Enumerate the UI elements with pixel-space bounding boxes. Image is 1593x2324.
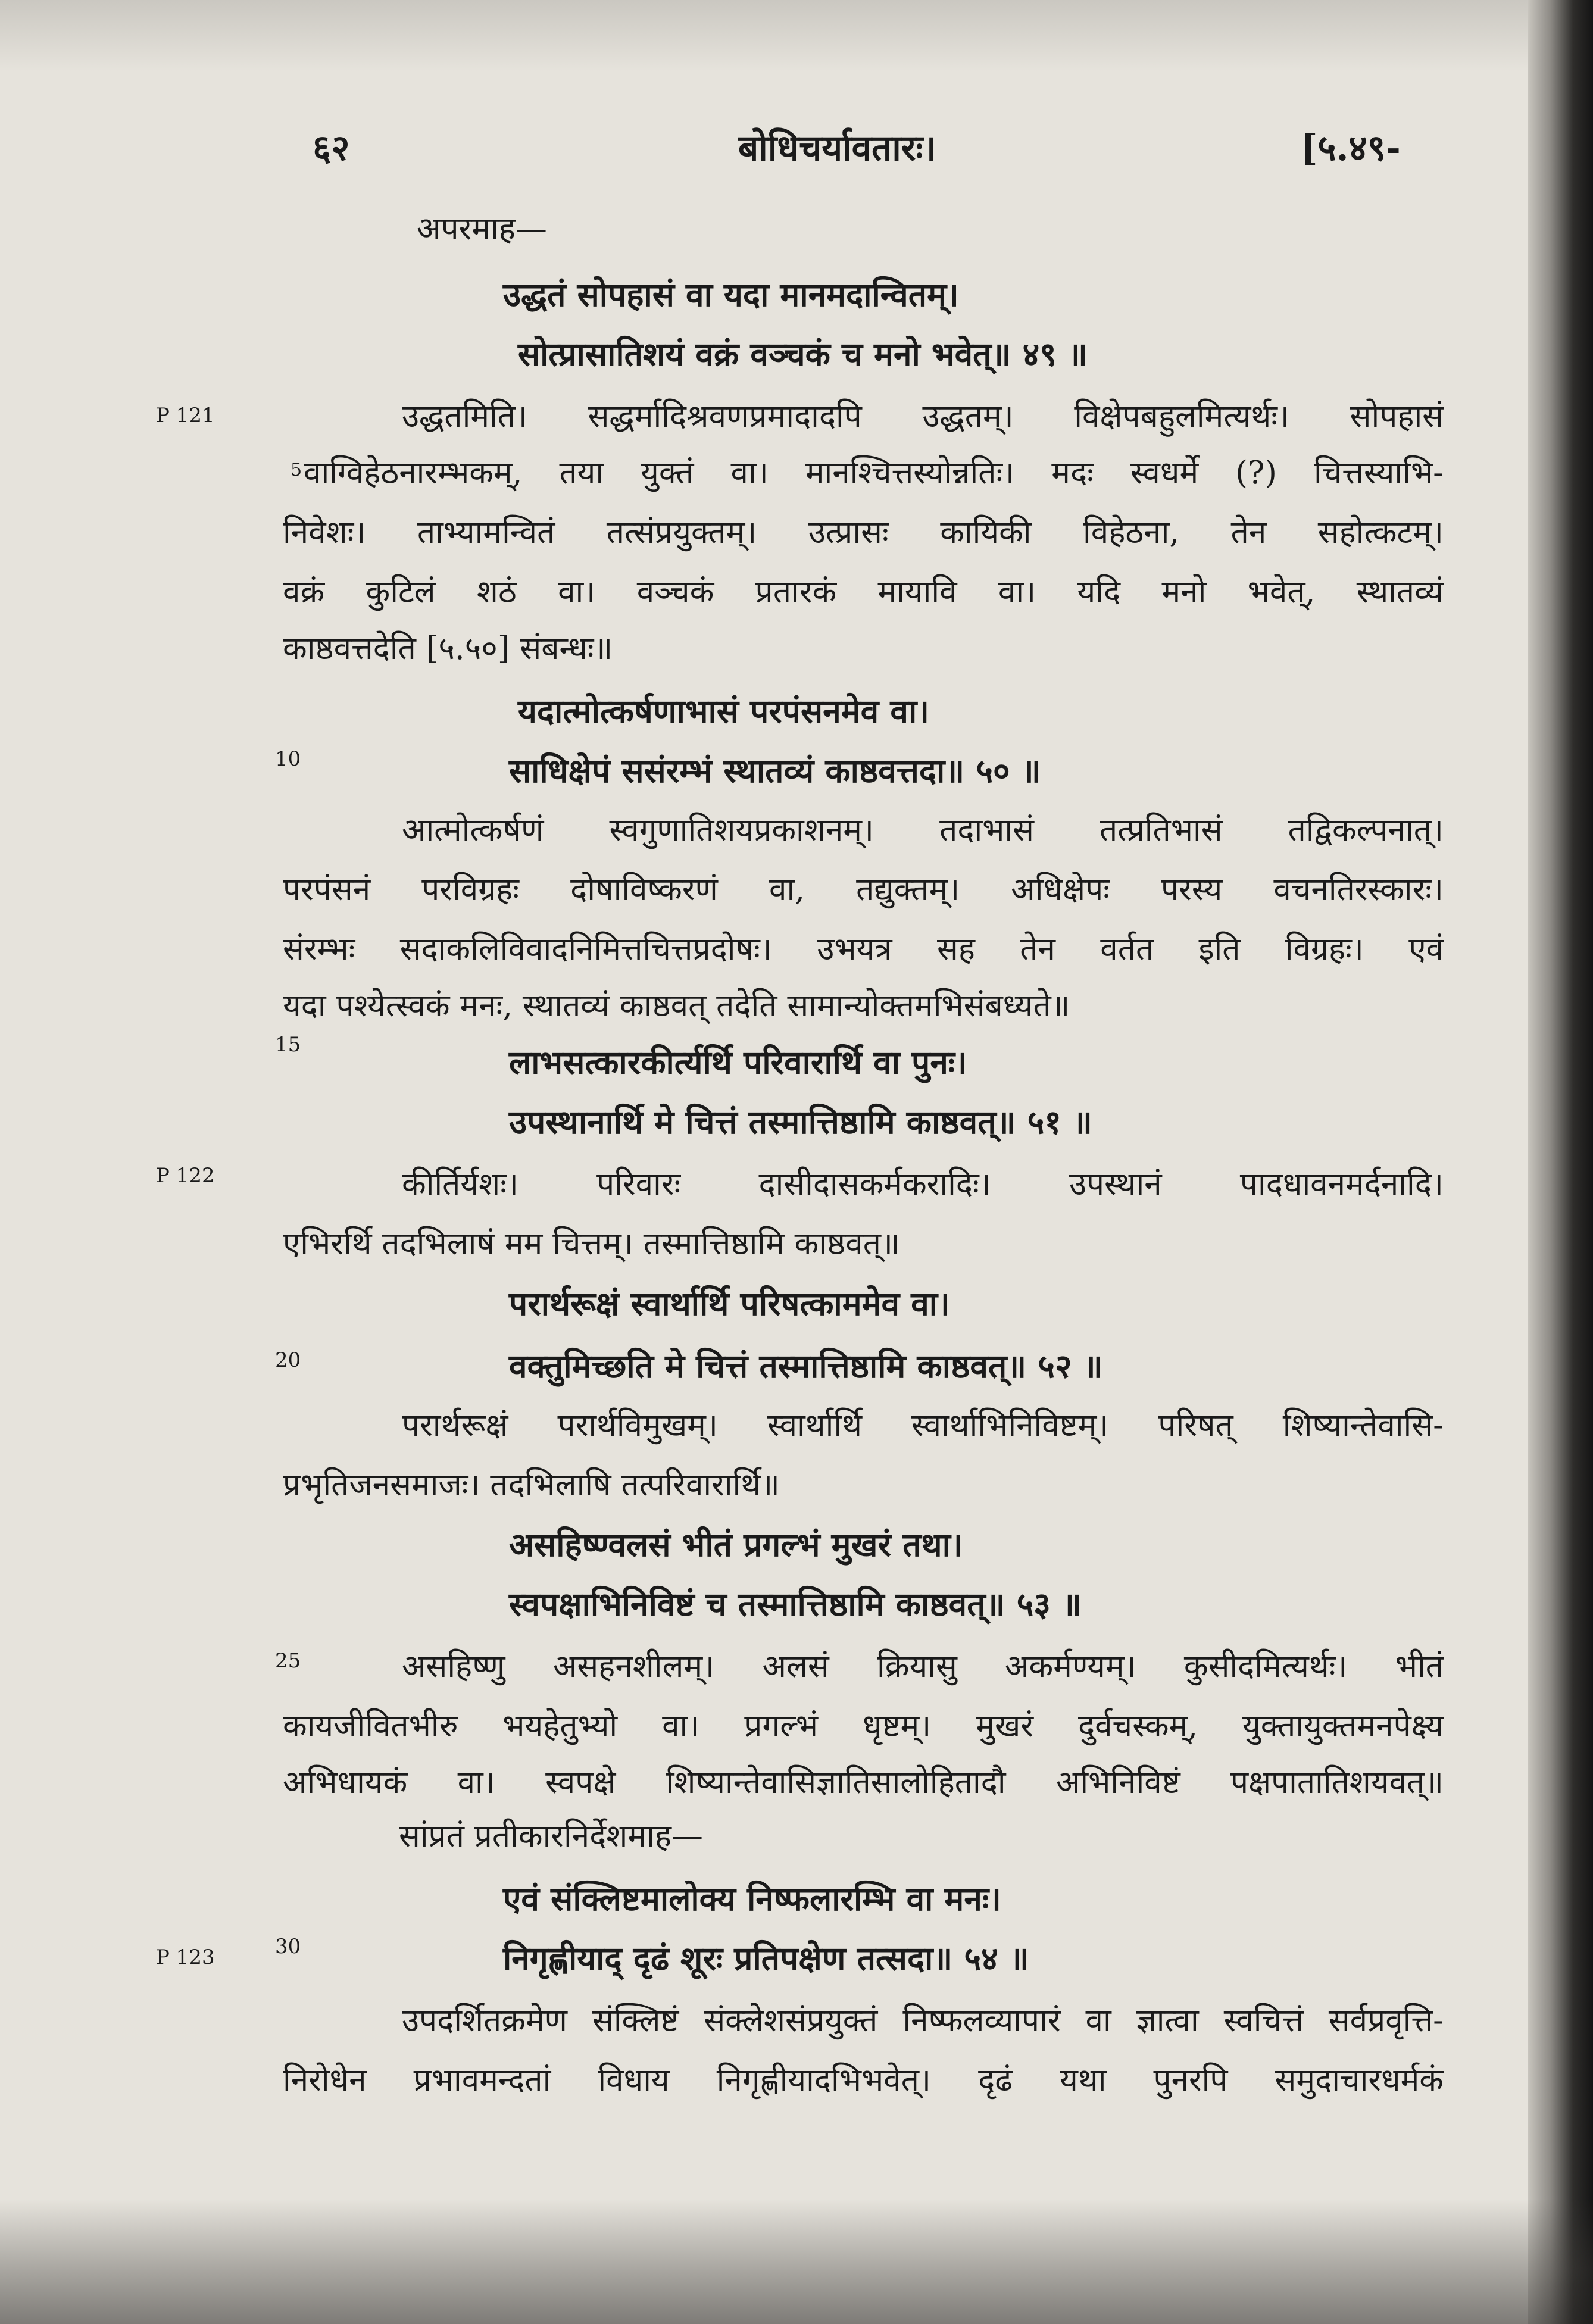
commentary-line: परार्थरूक्षं परार्थविमुखम्। स्वार्थार्थि स्वार्थाभिनिविष्टम्। परिषत् शिष्यान्तेवासि- <box>402 1407 1444 1444</box>
commentary-line: अभिधायकं वा। स्वपक्षे शिष्यान्तेवासिज्ञातिसालोहितादौ अभिनिविष्टं पक्षपातातिशयवत्॥ <box>283 1764 1444 1801</box>
commentary-line: संरम्भः सदाकलिविवादनिमित्तचित्तप्रदोषः। उभयत्र सह तेन वर्तत इति विग्रहः। एवं <box>283 931 1444 967</box>
verse-line: उद्धतं सोपहासं वा यदा मानमदान्वितम्। <box>503 275 959 314</box>
commentary-line: वक्रं कुटिलं शठं वा। वञ्चकं प्रतारकं मायावि वा। यदि मनो भवेत्, स्थातव्यं <box>283 574 1444 610</box>
running-title: बोधिचर्यावतारः। <box>738 127 937 169</box>
verse-line: स्वपक्षाभिनिविष्टं च तस्मात्तिष्ठामि काष्ठवत्॥ ५३ ॥ <box>509 1585 1082 1623</box>
commentary-line: वाग्विहेठनारम्भकम्, तया युक्तं वा। मानश्चित्तस्योन्नतिः। मदः स्वधर्मे (?) चित्तस्याभि- <box>304 455 1444 491</box>
commentary-line: कीर्तिर्यशः। परिवारः दासीदासकर्मकरादिः। उपस्थानं पादधावनमर्दनादि। <box>402 1166 1444 1202</box>
commentary-line: कायजीवितभीरु भयहेतुभ्यो वा। प्रगल्भं धृष्टम्। मुखरं दुर्वचस्कम्, युक्तायुक्तमनपेक्ष्य <box>283 1708 1444 1744</box>
commentary-line: एभिरर्थि तदभिलाषं मम चित्तम्। तस्मात्तिष्ठामि काष्ठवत्॥ <box>283 1226 900 1262</box>
running-header <box>0 122 1593 170</box>
verse-line: यदात्मोत्कर्षणाभासं परपंसनमेव वा। <box>518 692 930 730</box>
verse-line: एवं संक्लिष्टमालोक्य निष्फलारम्भि वा मनः। <box>503 1879 1001 1918</box>
intro-line: अपरमाह— <box>417 211 547 247</box>
line-number: 10 <box>275 747 301 771</box>
line-number: 5 <box>291 460 302 480</box>
verse-line: लाभसत्कारकीर्त्यर्थि परिवारार्थि वा पुनः। <box>509 1043 967 1082</box>
commentary-line: उपदर्शितक्रमेण संक्लिष्टं संक्लेशसंप्रयुक्तं निष्फलव्यापारं वा ज्ञात्वा स्वचित्तं सर्वप्रवृत्ति- <box>402 2003 1444 2039</box>
verse-line: निगृह्णीयाद् दृढं शूरः प्रतिपक्षेण तत्सदा॥ ५४ ॥ <box>503 1939 1029 1978</box>
margin-ref: P 123 <box>156 1945 215 1969</box>
commentary-line: आत्मोत्कर्षणं स्वगुणातिशयप्रकाशनम्। तदाभासं तत्प्रतिभासं तद्विकल्पनात्। <box>402 812 1444 848</box>
verse-reference: [५.४९- <box>1301 127 1401 169</box>
line-number: 15 <box>275 1033 301 1057</box>
line-number: 30 <box>275 1935 301 1958</box>
commentary-line: यदा पश्येत्स्वकं मनः, स्थातव्यं काष्ठवत् तदेति सामान्योक्तमभिसंबध्यते॥ <box>283 988 1070 1024</box>
verse-line: साधिक्षेपं ससंरम्भं स्थातव्यं काष्ठवत्तदा॥ ५० ॥ <box>509 751 1041 790</box>
line-number: 20 <box>275 1348 301 1372</box>
commentary-line: काष्ठवत्तदेति [५.५०] संबन्धः॥ <box>283 630 613 667</box>
commentary-line: निरोधेन प्रभावमन्दतां विधाय निगृह्णीयादभिभवेत्। दृढं यथा पुनरपि समुदाचारधर्मकं <box>283 2062 1444 2098</box>
commentary-line: निवेशः। ताभ्यामन्वितं तत्संप्रयुक्तम्। उत्प्रासः कायिकी विहेठना, तेन सहोत्कटम्। <box>283 514 1444 551</box>
verse-line: उपस्थानार्थि मे चित्तं तस्मात्तिष्ठामि काष्ठवत्॥ ५१ ॥ <box>509 1102 1092 1141</box>
commentary-line: उद्धतमिति। सद्धर्मादिश्रवणप्रमादादपि उद्धतम्। विक्षेपबहुलमित्यर्थः। सोपहासं <box>402 398 1444 435</box>
margin-ref: P 121 <box>156 404 215 427</box>
page-number: ६२ <box>313 127 350 169</box>
commentary-line: असहिष्णु असहनशीलम्। अलसं क्रियासु अकर्मण्यम्। कुसीदमित्यर्थः। भीतं <box>402 1648 1444 1685</box>
line-number: 25 <box>275 1649 301 1673</box>
verse-line: परार्थरूक्षं स्वार्थार्थि परिषत्काममेव वा। <box>509 1284 950 1323</box>
commentary-line: प्रभृतिजनसमाजः। तदभिलाषि तत्परिवारार्थि॥ <box>283 1467 780 1503</box>
verse-line: वक्तुमिच्छति मे चित्तं तस्मात्तिष्ठामि काष्ठवत्॥ ५२ ॥ <box>509 1347 1103 1385</box>
verse-line: सोत्प्रासातिशयं वक्रं वञ्चकं च मनो भवेत्॥ ४९ ॥ <box>518 335 1088 373</box>
margin-ref: P 122 <box>156 1164 215 1188</box>
commentary-line: परपंसनं परविग्रहः दोषाविष्करणं वा, तद्युक्तम्। अधिक्षेपः परस्य वचनतिरस्कारः। <box>283 872 1444 908</box>
verse-line: असहिष्ण्वलसं भीतं प्रगल्भं मुखरं तथा। <box>509 1525 963 1564</box>
intro-line: सांप्रतं प्रतीकारनिर्देशमाह— <box>399 1818 703 1854</box>
